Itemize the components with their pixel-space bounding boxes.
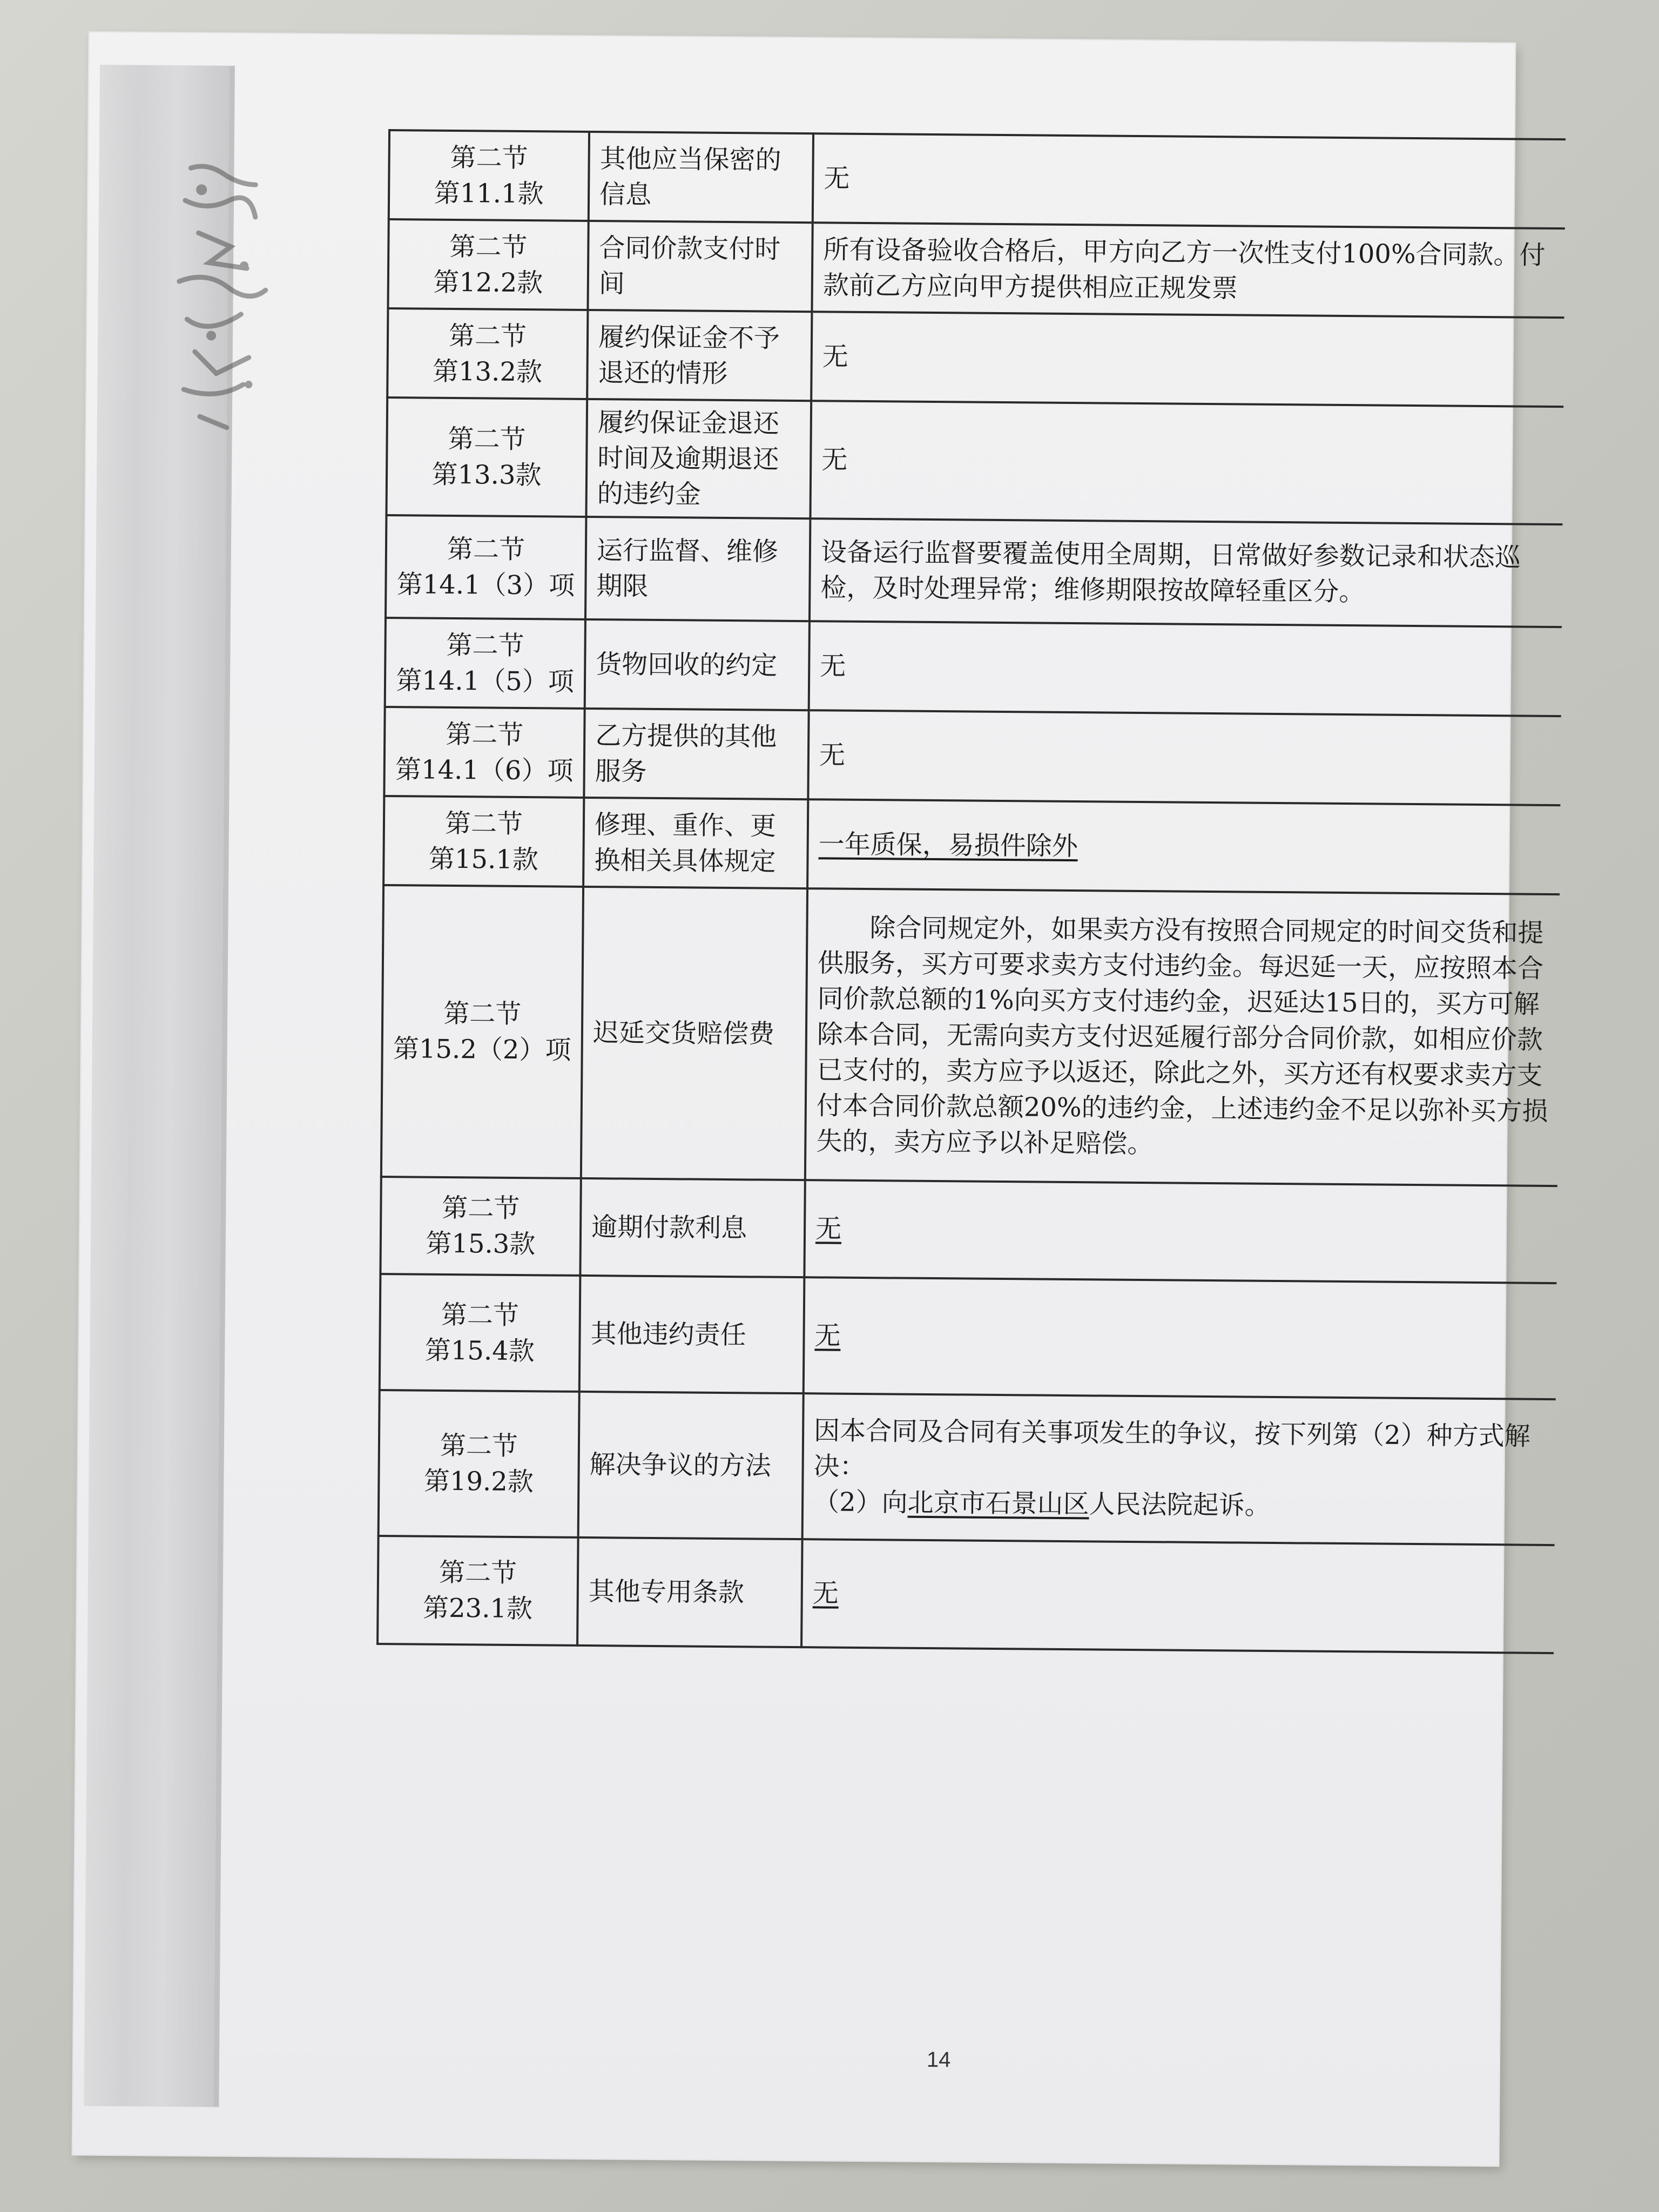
topic-cell: 乙方提供的其他服务 xyxy=(584,709,808,799)
topic-cell: 履约保证金退还时间及逾期退还的违约金 xyxy=(586,399,811,518)
content-cell: 无 xyxy=(811,312,1564,407)
topic-cell: 其他专用条款 xyxy=(577,1537,802,1647)
section-label: 第二节 xyxy=(441,1299,520,1331)
table-row xyxy=(389,130,1566,228)
table-row xyxy=(380,1177,1557,1283)
section-label: 第二节 xyxy=(450,142,528,173)
table-row xyxy=(380,1274,1557,1399)
delay-penalty-text: 除合同规定外，如果卖方没有按照合同规定的时间交货和提供服务，买方可要求卖方支付违约金。每迟延一天，应按照本合同价款总额的1%向买方支付违约金，迟延达15日的，买方可解除本合同，无需向卖方支付迟延履行部分合同价款，如相应价款已支付的，卖方应予以返还，除此之外，买方还有权要求卖方支付本合同价款总额20%的违约金，上述违约金不足以弥补买方损失的，卖方应予以补足赔偿。 xyxy=(816,913,1548,1159)
section-label: 第二节 xyxy=(446,630,524,661)
section-cell xyxy=(380,1274,581,1392)
section-cell xyxy=(377,1536,578,1645)
court-prefix: （2）向 xyxy=(813,1487,908,1518)
topic-cell: 运行监督、维修期限 xyxy=(585,517,810,621)
section-cell xyxy=(379,1390,579,1537)
section-label: 第二节 xyxy=(447,534,525,565)
table-row xyxy=(385,618,1562,716)
section-cell xyxy=(381,885,583,1178)
page-number: 14 xyxy=(926,2047,951,2072)
content-value: 无 xyxy=(812,1578,839,1609)
section-label: 第二节 xyxy=(448,423,526,455)
section-label: 第二节 xyxy=(439,1557,517,1588)
table-row xyxy=(384,707,1561,805)
clause-label: 第19.2款 xyxy=(423,1466,534,1498)
content-cell: 无 xyxy=(808,710,1561,805)
clause-label: 第15.2（2）项 xyxy=(393,1034,571,1065)
content-cell: 设备运行监督要覆盖使用全周期，日常做好参数记录和状态巡检，及时处理异常；维修期限按故障轻重区分。 xyxy=(810,518,1562,627)
section-cell xyxy=(383,796,584,887)
content-cell xyxy=(801,1539,1555,1653)
section-label: 第二节 xyxy=(443,998,522,1030)
content-cell xyxy=(804,1277,1557,1399)
clause-label: 第15.3款 xyxy=(426,1228,536,1260)
table-row xyxy=(386,515,1562,627)
section-cell xyxy=(386,397,587,517)
table-row xyxy=(377,1536,1555,1653)
section-cell xyxy=(386,515,586,619)
topic-cell: 逾期付款利息 xyxy=(580,1178,805,1277)
section-cell xyxy=(387,308,588,399)
topic-cell: 其他违约责任 xyxy=(579,1276,805,1393)
section-label: 第二节 xyxy=(446,719,524,750)
content-value: 无 xyxy=(814,1320,841,1351)
section-label: 第二节 xyxy=(442,1192,520,1224)
clause-label: 第14.1（5）项 xyxy=(396,665,574,697)
special-terms-table xyxy=(376,129,1566,1654)
table-row xyxy=(383,796,1560,894)
section-label: 第二节 xyxy=(444,808,523,839)
content-cell xyxy=(804,1180,1557,1283)
clause-label: 第13.2款 xyxy=(432,356,543,387)
section-cell xyxy=(385,618,585,709)
table-row xyxy=(387,308,1564,407)
content-cell: 所有设备验收合格后，甲方向乙方一次性支付100%合同款。付款前乙方应向甲方提供相应正规发票 xyxy=(812,222,1564,318)
dispute-court-line xyxy=(813,1484,1545,1526)
section-label: 第二节 xyxy=(440,1430,518,1462)
topic-cell: 合同价款支付时间 xyxy=(588,221,812,312)
clause-label: 第12.2款 xyxy=(433,267,543,298)
topic-cell: 迟延交货赔偿费 xyxy=(581,887,807,1180)
document-page xyxy=(73,32,1548,2166)
content-cell: 无 xyxy=(813,133,1566,228)
content-cell xyxy=(805,888,1560,1186)
section-label: 第二节 xyxy=(448,320,527,352)
court-name: 北京市石景山区 xyxy=(907,1487,1089,1520)
section-cell xyxy=(380,1177,581,1276)
clause-label: 第13.3款 xyxy=(431,459,542,491)
section-cell xyxy=(388,219,588,310)
content-cell: 无 xyxy=(810,401,1563,524)
topic-cell: 修理、重作、更换相关具体规定 xyxy=(583,798,808,888)
section-cell xyxy=(384,707,584,798)
clause-label: 第14.1（6）项 xyxy=(395,754,574,786)
clause-label: 第11.1款 xyxy=(434,178,544,209)
section-cell xyxy=(389,130,589,221)
table-row xyxy=(388,219,1564,318)
warranty-text: 一年质保，易损件除外 xyxy=(818,828,1078,861)
court-suffix: 人民法院起诉。 xyxy=(1089,1489,1271,1521)
content-cell xyxy=(802,1393,1556,1545)
topic-cell: 货物回收的约定 xyxy=(585,619,810,710)
section-label: 第二节 xyxy=(449,231,528,262)
dispute-text: 因本合同及合同有关事项发生的争议，按下列第（2）种方式解决： xyxy=(813,1415,1530,1482)
clause-label: 第15.1款 xyxy=(428,844,539,875)
content-cell xyxy=(807,799,1560,894)
clause-label: 第23.1款 xyxy=(422,1593,533,1624)
topic-cell: 其他应当保密的信息 xyxy=(589,132,813,222)
seal-stamp xyxy=(167,157,272,439)
content-cell: 无 xyxy=(809,621,1562,716)
table-row xyxy=(379,1390,1556,1545)
clause-label: 第14.1（3）项 xyxy=(396,569,575,601)
table-row xyxy=(386,397,1563,524)
content-value: 无 xyxy=(815,1213,842,1244)
topic-cell: 解决争议的方法 xyxy=(578,1392,804,1539)
clause-label: 第15.4款 xyxy=(424,1335,535,1366)
table-row xyxy=(381,885,1560,1186)
topic-cell: 履约保证金不予退还的情形 xyxy=(587,310,812,401)
